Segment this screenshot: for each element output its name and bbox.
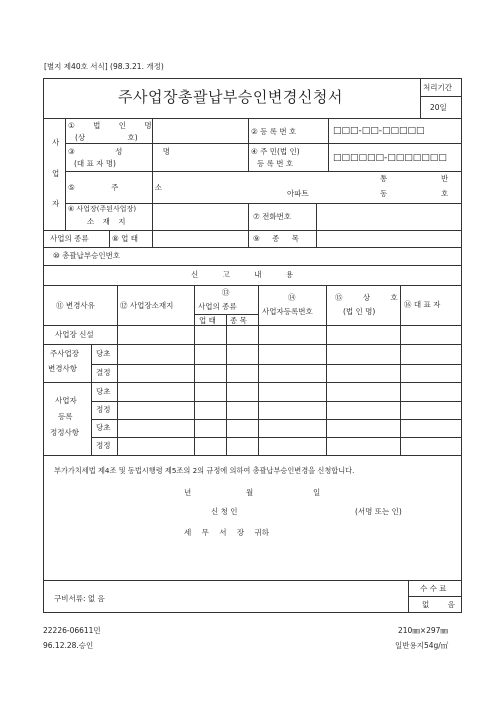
signature-placeholder: (서명 또는 인) — [355, 507, 402, 516]
representative-name-label: (대 표 자 명) — [74, 159, 116, 168]
address-apartment: 아파트 — [287, 189, 309, 198]
paper-type: 일반용지54g/㎡ — [395, 641, 449, 650]
applicant-side-label-2: 업 — [52, 169, 60, 178]
row-registration-2: 등록 — [58, 412, 73, 421]
column-business-type: 업 태 — [199, 316, 216, 325]
required-documents: 구비서류: 없 음 — [54, 594, 105, 603]
address-tong: 통 — [380, 174, 388, 183]
column-regno-number: ⑭ — [288, 293, 296, 302]
row-main-original: 당초 — [96, 349, 111, 358]
applicant-side-label-3: 자 — [52, 199, 60, 208]
column-business-kind: 사업의 종류 — [198, 302, 237, 311]
column-kind-number: ⑬ — [222, 288, 230, 297]
row-new-location: 사업장 신설 — [55, 330, 94, 339]
address-label: ⑤ 주 소 — [68, 183, 162, 192]
approval-date: 96.12.28.승인 — [43, 641, 94, 650]
business-location-label-2: 소 재 지 — [87, 217, 126, 226]
column-corporate-name: (법 인 명) — [343, 307, 376, 316]
row-reg-original-1: 당초 — [96, 387, 111, 396]
fee-label: 수 수 료 — [420, 584, 447, 593]
registration-number-field[interactable]: □□□-□□-□□□□□ — [333, 126, 425, 136]
business-location-label: ⑥ 사업장(주된사업장) — [68, 205, 137, 213]
row-registration-3: 정정사항 — [50, 428, 79, 437]
resident-number-label-2: 등 록 번 호 — [257, 159, 294, 168]
paper-size: 210㎜×297㎜ — [398, 626, 448, 635]
row-reg-original-2: 당초 — [96, 423, 111, 432]
column-registration-number: 사업자등록번호 — [262, 307, 313, 316]
row-main-change-1: 주사업장 — [50, 349, 79, 358]
applicant-side-label-1: 사 — [52, 138, 60, 147]
column-change-reason: ⑪ 변경사유 — [56, 301, 95, 310]
resident-number-field[interactable]: □□□□□□-□□□□□□□ — [333, 153, 447, 163]
row-reg-corrected-2: 정정 — [96, 441, 111, 450]
report-section-title: 신 고 내 용 — [191, 270, 294, 279]
resident-number-label: ④ 주 민(법 인) — [251, 147, 300, 156]
row-main-change-2: 변경사항 — [48, 364, 77, 373]
form-number: 22226-06611민 — [43, 626, 101, 635]
declaration-statement: 부가가치세법 제4조 및 동법시행령 제5조의 2의 규정에 의하여 총괄납부승인변경을 신청합니다. — [54, 466, 355, 475]
column-representative: ⑯ 대 표 자 — [404, 300, 441, 309]
fee-value: 없 음 — [422, 600, 455, 609]
processing-period-value: 20일 — [430, 103, 447, 112]
address-ban: 반 — [441, 174, 449, 183]
address-dong: 동 — [380, 189, 388, 198]
trade-name-label: (상 호) — [75, 133, 138, 142]
row-registration-1: 사업자 — [55, 396, 77, 405]
registration-number-label: ② 등 록 번 호 — [251, 127, 297, 136]
business-type-label: ⑧ 업 태 — [112, 234, 138, 243]
recipient-label: 세 무 서 장 귀하 — [184, 528, 270, 537]
row-main-decided: 결정 — [96, 368, 111, 377]
date-month: 월 — [246, 488, 254, 497]
applicant-label: 신 청 인 — [211, 507, 238, 516]
business-kind-label: 사업의 종류 — [50, 234, 89, 243]
business-item-label: ⑨ 종 목 — [253, 234, 299, 243]
date-year: 년 — [184, 488, 192, 497]
representative-label: ③ 성 명 — [68, 147, 170, 156]
form-title: 주사업장총괄납부승인변경신청서 — [118, 88, 343, 106]
form-reference: [별지 제40호 서식] (98.3.21. 개정) — [44, 62, 164, 71]
column-business-item: 종 목 — [230, 316, 247, 325]
row-reg-corrected-1: 정정 — [96, 405, 111, 414]
address-ho: 호 — [441, 189, 449, 198]
column-trade-name: ⑮ 상 호 — [335, 293, 398, 302]
corporate-name-label: ① 법 인 명 — [68, 121, 152, 130]
column-location: ⑫ 사업장소재지 — [120, 301, 174, 310]
phone-label: ⑦ 전화번호 — [253, 212, 292, 221]
processing-period-label: 처리기간 — [423, 83, 452, 92]
date-day: 일 — [313, 488, 321, 497]
approval-number-label: ⑩ 총괄납부승인번호 — [53, 251, 121, 260]
